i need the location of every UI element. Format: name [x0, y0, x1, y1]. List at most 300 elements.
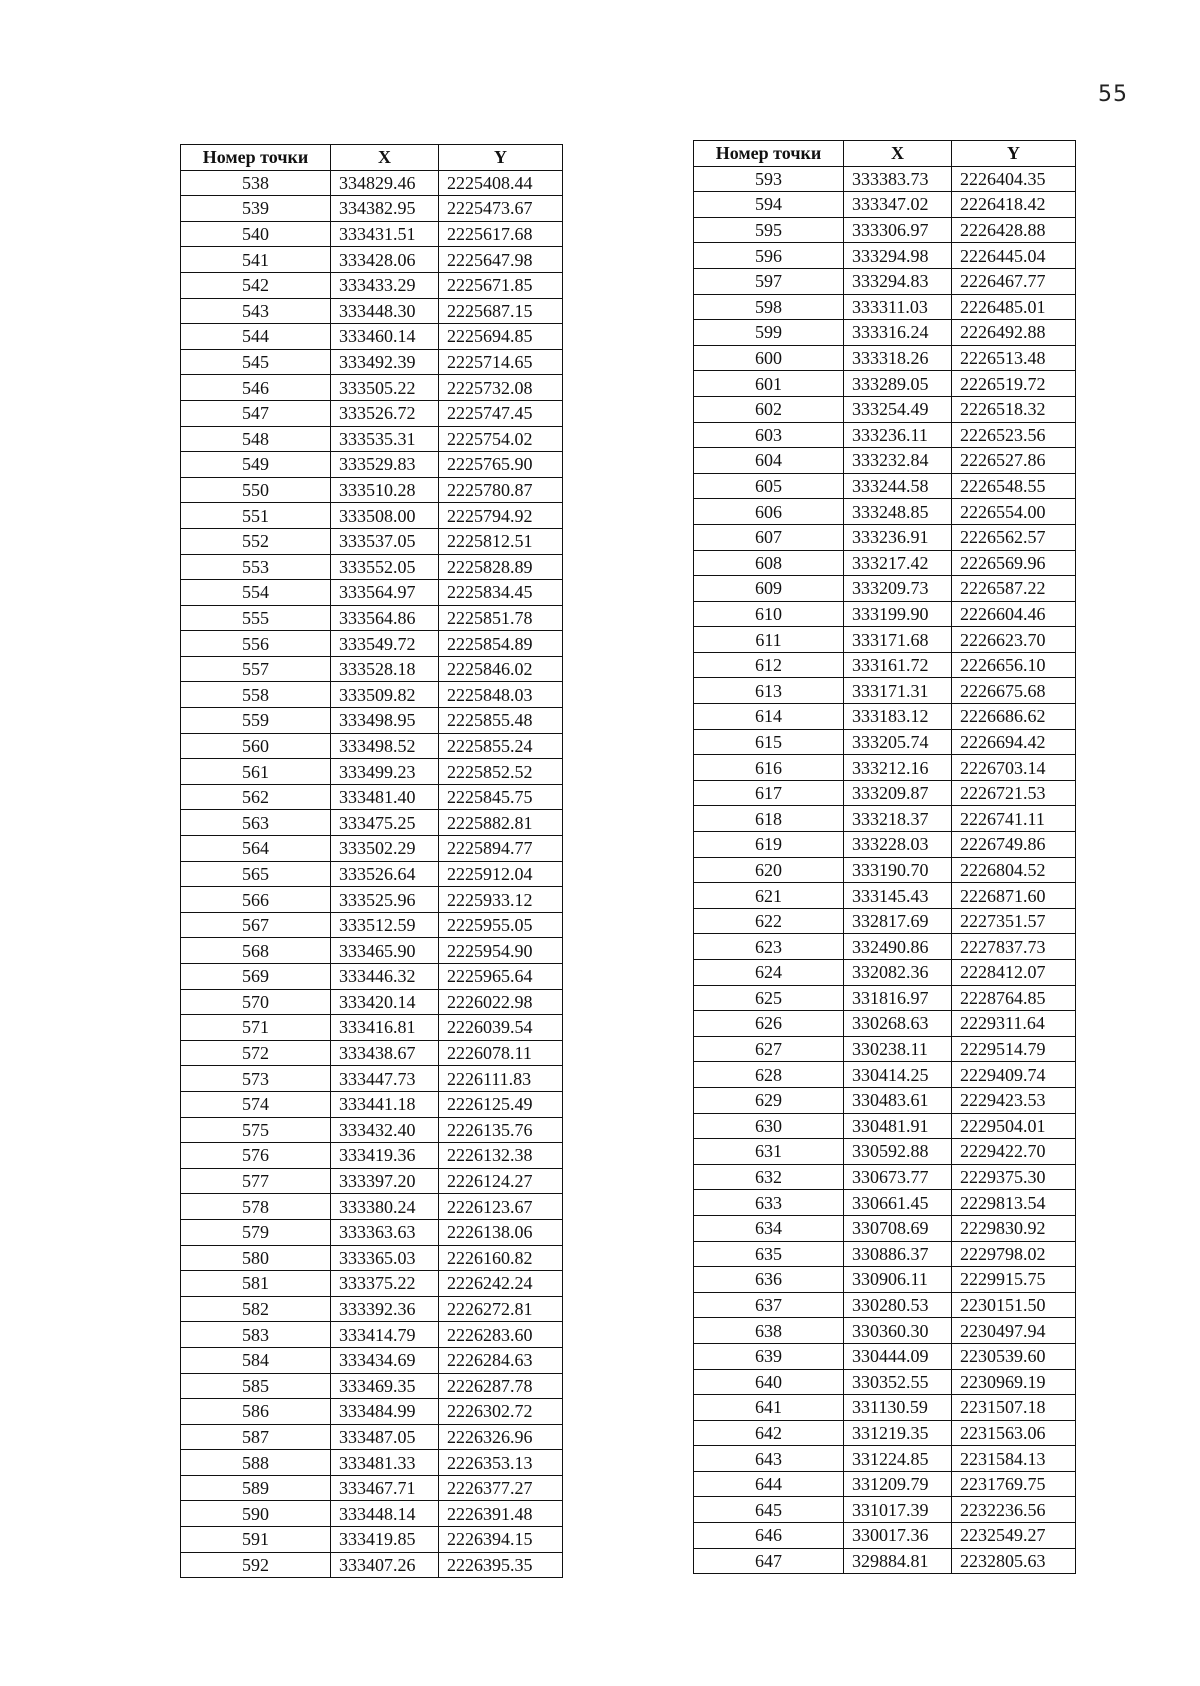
y-coordinate-cell: 2225747.45 [439, 400, 563, 426]
point-number-cell: 589 [181, 1475, 331, 1501]
table-row [181, 477, 563, 503]
table-row [694, 883, 1076, 909]
y-coordinate-cell: 2226125.49 [439, 1091, 563, 1117]
table-row [694, 345, 1076, 371]
point-number-cell: 566 [181, 887, 331, 913]
x-coordinate-cell: 333448.14 [331, 1501, 439, 1527]
y-coordinate-cell: 2226492.88 [952, 320, 1076, 346]
x-coordinate-cell: 331224.85 [844, 1446, 952, 1472]
header-row [181, 145, 563, 171]
point-number-cell: 585 [181, 1373, 331, 1399]
x-coordinate-cell: 333508.00 [331, 503, 439, 529]
y-coordinate-cell: 2229915.75 [952, 1267, 1076, 1293]
x-coordinate-cell: 331219.35 [844, 1420, 952, 1446]
y-coordinate-cell: 2229798.02 [952, 1241, 1076, 1267]
table-row [181, 1015, 563, 1041]
table-row [181, 605, 563, 631]
x-coordinate-cell: 330481.91 [844, 1113, 952, 1139]
point-number-cell: 555 [181, 605, 331, 631]
y-coordinate-cell: 2229514.79 [952, 1036, 1076, 1062]
x-coordinate-cell: 333289.05 [844, 371, 952, 397]
y-coordinate-cell: 2225617.68 [439, 221, 563, 247]
y-coordinate-cell: 2226391.48 [439, 1501, 563, 1527]
y-coordinate-cell: 2229311.64 [952, 1011, 1076, 1037]
table-row [694, 320, 1076, 346]
x-coordinate-cell: 332490.86 [844, 934, 952, 960]
point-number-cell: 595 [694, 217, 844, 243]
x-coordinate-cell: 333428.06 [331, 247, 439, 273]
y-coordinate-cell: 2231563.06 [952, 1420, 1076, 1446]
x-coordinate-cell: 333212.16 [844, 755, 952, 781]
point-number-cell: 638 [694, 1318, 844, 1344]
y-coordinate-cell: 2226404.35 [952, 166, 1076, 192]
point-number-cell: 599 [694, 320, 844, 346]
x-coordinate-cell: 333190.70 [844, 857, 952, 883]
x-coordinate-cell: 333254.49 [844, 396, 952, 422]
point-number-cell: 572 [181, 1040, 331, 1066]
x-coordinate-cell: 333294.83 [844, 268, 952, 294]
x-coordinate-cell: 333431.51 [331, 221, 439, 247]
table-row [181, 682, 563, 708]
table-row [181, 400, 563, 426]
y-coordinate-cell: 2226741.11 [952, 806, 1076, 832]
point-number-cell: 612 [694, 652, 844, 678]
x-coordinate-cell: 333528.18 [331, 656, 439, 682]
y-coordinate-cell: 2227837.73 [952, 934, 1076, 960]
y-coordinate-cell: 2228412.07 [952, 960, 1076, 986]
x-coordinate-cell: 333311.03 [844, 294, 952, 320]
point-number-cell: 598 [694, 294, 844, 320]
x-coordinate-cell: 333363.63 [331, 1219, 439, 1245]
table-row [181, 1373, 563, 1399]
table-row [181, 887, 563, 913]
y-coordinate-cell: 2226132.38 [439, 1143, 563, 1169]
y-coordinate-cell: 2232549.27 [952, 1523, 1076, 1549]
point-number-cell: 576 [181, 1143, 331, 1169]
y-coordinate-cell: 2225848.03 [439, 682, 563, 708]
point-number-cell: 544 [181, 324, 331, 350]
x-coordinate-cell: 330673.77 [844, 1164, 952, 1190]
y-coordinate-cell: 2226703.14 [952, 755, 1076, 781]
point-number-cell: 550 [181, 477, 331, 503]
page-number: 55 [1098, 82, 1128, 107]
x-coordinate-cell: 330414.25 [844, 1062, 952, 1088]
point-number-cell: 625 [694, 985, 844, 1011]
y-coordinate-cell: 2229375.30 [952, 1164, 1076, 1190]
point-number-cell: 630 [694, 1113, 844, 1139]
table-row [694, 960, 1076, 986]
table-row [694, 268, 1076, 294]
table-row [694, 1548, 1076, 1574]
table-row [694, 499, 1076, 525]
point-number-cell: 538 [181, 170, 331, 196]
point-number-cell: 603 [694, 422, 844, 448]
table-row [181, 656, 563, 682]
table-row [694, 1395, 1076, 1421]
point-number-cell: 624 [694, 960, 844, 986]
point-number-cell: 605 [694, 473, 844, 499]
point-number-cell: 610 [694, 601, 844, 627]
point-number-cell: 602 [694, 396, 844, 422]
y-coordinate-cell: 2226428.88 [952, 217, 1076, 243]
point-number-cell: 646 [694, 1523, 844, 1549]
point-number-cell: 643 [694, 1446, 844, 1472]
x-coordinate-cell: 333145.43 [844, 883, 952, 909]
x-coordinate-cell: 333161.72 [844, 652, 952, 678]
table-row [181, 1322, 563, 1348]
point-number-cell: 547 [181, 400, 331, 426]
point-number-cell: 633 [694, 1190, 844, 1216]
table-row [181, 861, 563, 887]
point-number-cell: 552 [181, 528, 331, 554]
x-coordinate-cell: 333487.05 [331, 1424, 439, 1450]
y-coordinate-cell: 2226554.00 [952, 499, 1076, 525]
table-row [694, 1087, 1076, 1113]
x-coordinate-cell: 333171.31 [844, 678, 952, 704]
point-number-cell: 597 [694, 268, 844, 294]
y-coordinate-cell: 2226518.32 [952, 396, 1076, 422]
x-coordinate-cell: 333397.20 [331, 1168, 439, 1194]
table-row [181, 631, 563, 657]
y-coordinate-cell: 2226485.01 [952, 294, 1076, 320]
x-coordinate-cell: 333316.24 [844, 320, 952, 346]
coordinates-table-left [180, 144, 563, 1578]
y-coordinate-cell: 2225882.81 [439, 810, 563, 836]
table-row [694, 576, 1076, 602]
y-coordinate-cell: 2225955.05 [439, 912, 563, 938]
y-coordinate-cell: 2226078.11 [439, 1040, 563, 1066]
y-coordinate-cell: 2231769.75 [952, 1471, 1076, 1497]
table-row [181, 836, 563, 862]
table-row [694, 908, 1076, 934]
x-coordinate-cell: 333347.02 [844, 192, 952, 218]
table-row [694, 780, 1076, 806]
point-number-cell: 642 [694, 1420, 844, 1446]
header-y: Y [952, 141, 1076, 167]
x-coordinate-cell: 333199.90 [844, 601, 952, 627]
x-coordinate-cell: 330906.11 [844, 1267, 952, 1293]
y-coordinate-cell: 2225854.89 [439, 631, 563, 657]
x-coordinate-cell: 333441.18 [331, 1091, 439, 1117]
table-row [694, 627, 1076, 653]
table-row [181, 810, 563, 836]
table-row [181, 1296, 563, 1322]
table-row [694, 806, 1076, 832]
x-coordinate-cell: 333318.26 [844, 345, 952, 371]
y-coordinate-cell: 2225812.51 [439, 528, 563, 554]
y-coordinate-cell: 2226135.76 [439, 1117, 563, 1143]
point-number-cell: 557 [181, 656, 331, 682]
point-number-cell: 613 [694, 678, 844, 704]
table-row [694, 550, 1076, 576]
point-number-cell: 558 [181, 682, 331, 708]
y-coordinate-cell: 2226587.22 [952, 576, 1076, 602]
y-coordinate-cell: 2225408.44 [439, 170, 563, 196]
x-coordinate-cell: 333535.31 [331, 426, 439, 452]
x-coordinate-cell: 333419.36 [331, 1143, 439, 1169]
x-coordinate-cell: 333537.05 [331, 528, 439, 554]
table-row [694, 1241, 1076, 1267]
x-coordinate-cell: 333434.69 [331, 1347, 439, 1373]
y-coordinate-cell: 2225828.89 [439, 554, 563, 580]
x-coordinate-cell: 333294.98 [844, 243, 952, 269]
table-row [181, 528, 563, 554]
table-header [181, 145, 563, 171]
table-row [694, 1420, 1076, 1446]
y-coordinate-cell: 2230969.19 [952, 1369, 1076, 1395]
table-row [181, 1552, 563, 1578]
point-number-cell: 540 [181, 221, 331, 247]
point-number-cell: 568 [181, 938, 331, 964]
x-coordinate-cell: 333526.72 [331, 400, 439, 426]
point-number-cell: 591 [181, 1527, 331, 1553]
table-row [694, 1523, 1076, 1549]
table-row [694, 1164, 1076, 1190]
x-coordinate-cell: 333505.22 [331, 375, 439, 401]
point-number-cell: 549 [181, 452, 331, 478]
x-coordinate-cell: 333183.12 [844, 704, 952, 730]
x-coordinate-cell: 330444.09 [844, 1343, 952, 1369]
x-coordinate-cell: 333460.14 [331, 324, 439, 350]
y-coordinate-cell: 2226656.10 [952, 652, 1076, 678]
point-number-cell: 556 [181, 631, 331, 657]
header-x: X [331, 145, 439, 171]
y-coordinate-cell: 2226353.13 [439, 1450, 563, 1476]
table-row [694, 166, 1076, 192]
table-row [694, 1062, 1076, 1088]
x-coordinate-cell: 333171.68 [844, 627, 952, 653]
table-row [694, 729, 1076, 755]
x-coordinate-cell: 333419.85 [331, 1527, 439, 1553]
y-coordinate-cell: 2226519.72 [952, 371, 1076, 397]
table-row [694, 1267, 1076, 1293]
table-row [694, 755, 1076, 781]
y-coordinate-cell: 2225780.87 [439, 477, 563, 503]
table-row [694, 1190, 1076, 1216]
y-coordinate-cell: 2226523.56 [952, 422, 1076, 448]
y-coordinate-cell: 2225954.90 [439, 938, 563, 964]
x-coordinate-cell: 333475.25 [331, 810, 439, 836]
point-number-cell: 618 [694, 806, 844, 832]
header-point-number: Номер точки [181, 145, 331, 171]
x-coordinate-cell: 333465.90 [331, 938, 439, 964]
point-number-cell: 539 [181, 196, 331, 222]
table-row [694, 524, 1076, 550]
x-coordinate-cell: 333407.26 [331, 1552, 439, 1578]
table-row [694, 601, 1076, 627]
point-number-cell: 645 [694, 1497, 844, 1523]
point-number-cell: 582 [181, 1296, 331, 1322]
y-coordinate-cell: 2229830.92 [952, 1215, 1076, 1241]
table-row [694, 1036, 1076, 1062]
point-number-cell: 545 [181, 349, 331, 375]
x-coordinate-cell: 333432.40 [331, 1117, 439, 1143]
x-coordinate-cell: 333484.99 [331, 1399, 439, 1425]
x-coordinate-cell: 333529.83 [331, 452, 439, 478]
y-coordinate-cell: 2226287.78 [439, 1373, 563, 1399]
y-coordinate-cell: 2226548.55 [952, 473, 1076, 499]
point-number-cell: 569 [181, 964, 331, 990]
x-coordinate-cell: 333248.85 [844, 499, 952, 525]
point-number-cell: 570 [181, 989, 331, 1015]
point-number-cell: 639 [694, 1343, 844, 1369]
table-row [181, 1117, 563, 1143]
point-number-cell: 565 [181, 861, 331, 887]
point-number-cell: 580 [181, 1245, 331, 1271]
y-coordinate-cell: 2229409.74 [952, 1062, 1076, 1088]
x-coordinate-cell: 334829.46 [331, 170, 439, 196]
table-row [694, 396, 1076, 422]
table-body [181, 170, 563, 1578]
point-number-cell: 578 [181, 1194, 331, 1220]
y-coordinate-cell: 2225687.15 [439, 298, 563, 324]
y-coordinate-cell: 2226123.67 [439, 1194, 563, 1220]
x-coordinate-cell: 333481.40 [331, 784, 439, 810]
table-row [694, 832, 1076, 858]
x-coordinate-cell: 333564.86 [331, 605, 439, 631]
y-coordinate-cell: 2226284.63 [439, 1347, 563, 1373]
x-coordinate-cell: 330017.36 [844, 1523, 952, 1549]
y-coordinate-cell: 2226804.52 [952, 857, 1076, 883]
table-row [694, 678, 1076, 704]
x-coordinate-cell: 333526.64 [331, 861, 439, 887]
table-row [694, 857, 1076, 883]
table-row [694, 1215, 1076, 1241]
point-number-cell: 592 [181, 1552, 331, 1578]
x-coordinate-cell: 333244.58 [844, 473, 952, 499]
point-number-cell: 551 [181, 503, 331, 529]
point-number-cell: 601 [694, 371, 844, 397]
point-number-cell: 588 [181, 1450, 331, 1476]
table-row [181, 1347, 563, 1373]
point-number-cell: 609 [694, 576, 844, 602]
table-row [181, 1040, 563, 1066]
point-number-cell: 621 [694, 883, 844, 909]
x-coordinate-cell: 330661.45 [844, 1190, 952, 1216]
x-coordinate-cell: 330708.69 [844, 1215, 952, 1241]
table-row [181, 1091, 563, 1117]
table-row [181, 1399, 563, 1425]
x-coordinate-cell: 333218.37 [844, 806, 952, 832]
y-coordinate-cell: 2225846.02 [439, 656, 563, 682]
table-row [181, 733, 563, 759]
y-coordinate-cell: 2230151.50 [952, 1292, 1076, 1318]
point-number-cell: 632 [694, 1164, 844, 1190]
table-row [181, 759, 563, 785]
header-point-number: Номер точки [694, 141, 844, 167]
table-row [181, 912, 563, 938]
x-coordinate-cell: 333498.95 [331, 708, 439, 734]
x-coordinate-cell: 333217.42 [844, 550, 952, 576]
y-coordinate-cell: 2226272.81 [439, 1296, 563, 1322]
y-coordinate-cell: 2226527.86 [952, 448, 1076, 474]
y-coordinate-cell: 2226394.15 [439, 1527, 563, 1553]
point-number-cell: 594 [694, 192, 844, 218]
point-number-cell: 573 [181, 1066, 331, 1092]
y-coordinate-cell: 2226686.62 [952, 704, 1076, 730]
x-coordinate-cell: 333433.29 [331, 272, 439, 298]
table-row [181, 964, 563, 990]
x-coordinate-cell: 333236.91 [844, 524, 952, 550]
y-coordinate-cell: 2226749.86 [952, 832, 1076, 858]
point-number-cell: 606 [694, 499, 844, 525]
y-coordinate-cell: 2225855.24 [439, 733, 563, 759]
x-coordinate-cell: 331017.39 [844, 1497, 952, 1523]
table-row [694, 1497, 1076, 1523]
x-coordinate-cell: 333447.73 [331, 1066, 439, 1092]
x-coordinate-cell: 333549.72 [331, 631, 439, 657]
table-row [181, 272, 563, 298]
y-coordinate-cell: 2226039.54 [439, 1015, 563, 1041]
x-coordinate-cell: 333510.28 [331, 477, 439, 503]
y-coordinate-cell: 2226395.35 [439, 1552, 563, 1578]
x-coordinate-cell: 333380.24 [331, 1194, 439, 1220]
y-coordinate-cell: 2226604.46 [952, 601, 1076, 627]
y-coordinate-cell: 2226721.53 [952, 780, 1076, 806]
table-row [181, 221, 563, 247]
table-row [694, 243, 1076, 269]
point-number-cell: 620 [694, 857, 844, 883]
table-row [181, 1168, 563, 1194]
x-coordinate-cell: 333446.32 [331, 964, 439, 990]
x-coordinate-cell: 333564.97 [331, 580, 439, 606]
point-number-cell: 640 [694, 1369, 844, 1395]
table-row [181, 452, 563, 478]
point-number-cell: 563 [181, 810, 331, 836]
y-coordinate-cell: 2225794.92 [439, 503, 563, 529]
y-coordinate-cell: 2226326.96 [439, 1424, 563, 1450]
y-coordinate-cell: 2226242.24 [439, 1271, 563, 1297]
x-coordinate-cell: 333414.79 [331, 1322, 439, 1348]
point-number-cell: 607 [694, 524, 844, 550]
table-row [181, 580, 563, 606]
table-row [694, 1292, 1076, 1318]
x-coordinate-cell: 333502.29 [331, 836, 439, 862]
x-coordinate-cell: 333492.39 [331, 349, 439, 375]
y-coordinate-cell: 2226694.42 [952, 729, 1076, 755]
table-row [181, 1424, 563, 1450]
point-number-cell: 637 [694, 1292, 844, 1318]
table-row [181, 938, 563, 964]
table-row [181, 784, 563, 810]
table-row [181, 708, 563, 734]
point-number-cell: 571 [181, 1015, 331, 1041]
table-row [694, 1011, 1076, 1037]
y-coordinate-cell: 2232236.56 [952, 1497, 1076, 1523]
table-row [694, 192, 1076, 218]
x-coordinate-cell: 333375.22 [331, 1271, 439, 1297]
point-number-cell: 608 [694, 550, 844, 576]
table-row [181, 1143, 563, 1169]
table-body [694, 166, 1076, 1574]
point-number-cell: 634 [694, 1215, 844, 1241]
point-number-cell: 615 [694, 729, 844, 755]
y-coordinate-cell: 2226302.72 [439, 1399, 563, 1425]
x-coordinate-cell: 330483.61 [844, 1087, 952, 1113]
point-number-cell: 542 [181, 272, 331, 298]
x-coordinate-cell: 333209.87 [844, 780, 952, 806]
point-number-cell: 586 [181, 1399, 331, 1425]
table-row [694, 217, 1076, 243]
y-coordinate-cell: 2225912.04 [439, 861, 563, 887]
point-number-cell: 564 [181, 836, 331, 862]
table-row [694, 934, 1076, 960]
table-row [694, 1369, 1076, 1395]
y-coordinate-cell: 2225694.85 [439, 324, 563, 350]
point-number-cell: 541 [181, 247, 331, 273]
y-coordinate-cell: 2226513.48 [952, 345, 1076, 371]
point-number-cell: 628 [694, 1062, 844, 1088]
